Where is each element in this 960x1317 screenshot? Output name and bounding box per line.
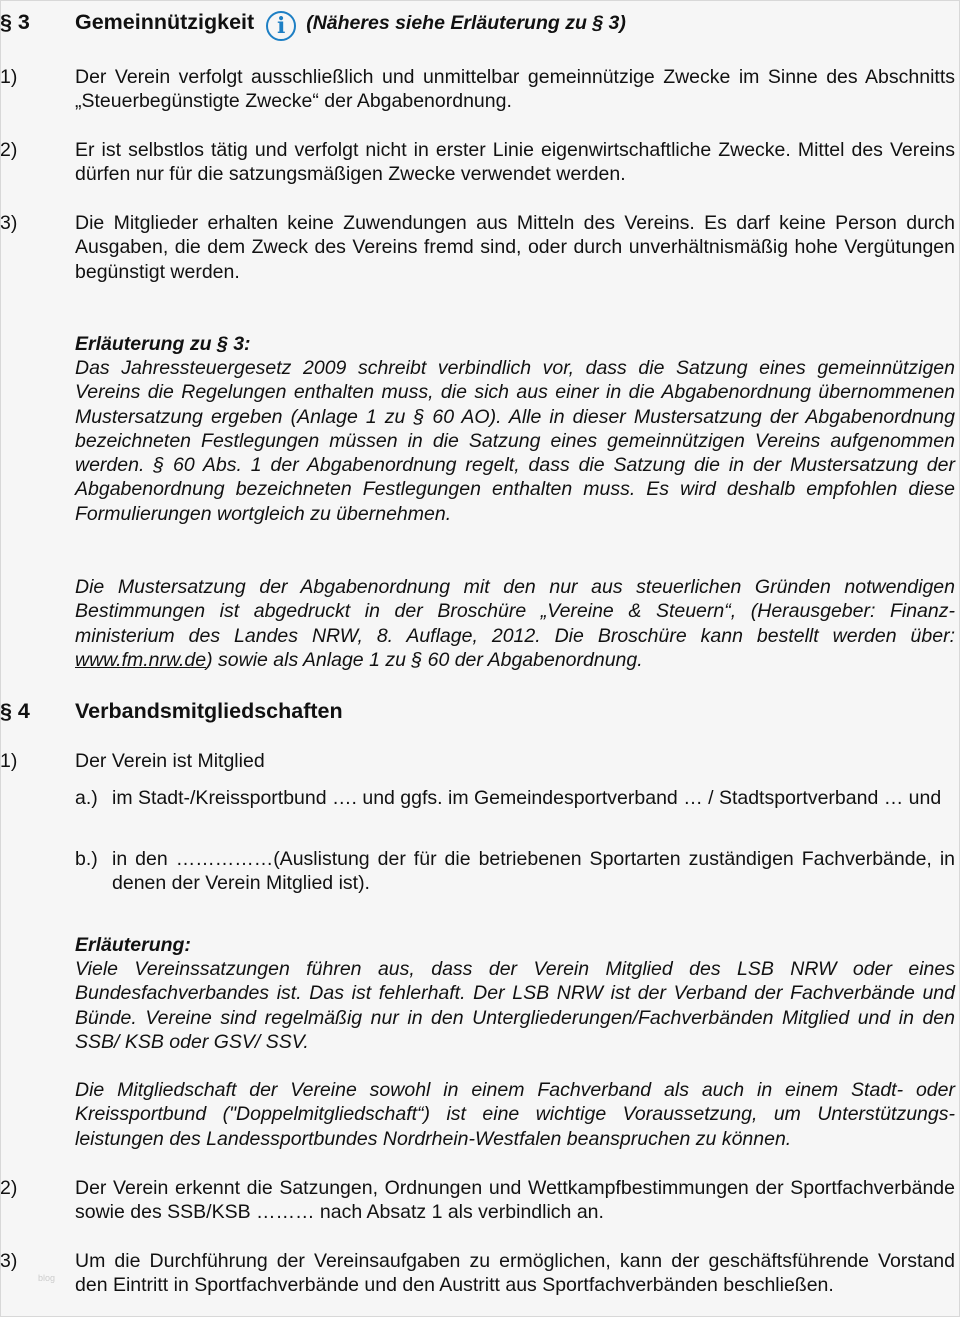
info-icon[interactable]: i: [266, 11, 296, 41]
section-title: Verbandsmitgliedschaften: [75, 699, 343, 723]
explanation-paragraph: Die Mitgliedschaft der Vereine sowohl in einem Fachverband als auch in einem Stadt- oder Kreissportbund ("Doppelmitgliedschaft“) ist eine wichtige Voraussetzung, um Unterstützungs-leistungen des Landessportbundes Nordrhein-Westfalen beanspruchen zu können.: [75, 1079, 955, 1150]
paragraph: Die Mitglieder erhalten keine Zuwendungen aus Mitteln des Vereins. Es darf keine Person durch Ausgaben, die dem Zweck des Vereins fremd sind, oder durch unverhältnismäßig hohe Vergütungen begünstigt werden.: [75, 212, 955, 283]
explanation-text: ) sowie als Anlage 1 zu § 60 der Abgabenordnung.: [206, 648, 643, 671]
explanation-paragraph: Viele Vereinssatzungen führen aus, dass der Verein Mitglied des LSB NRW oder eines Bundesfachverbandes ist. Das ist fehlerhaft. Der LSB NRW ist der Verband der Fachverbände und Bünde. Vereine sind regelmäßig nur in den Untergliederungen/Fachverbänden Mitglied und in den SSB/ KSB oder GSV/ SSV.: [75, 958, 955, 1053]
section-heading: [75, 10, 626, 41]
link[interactable]: www.fm.nrw.de: [75, 648, 207, 671]
item-number: 3): [0, 1250, 18, 1272]
paragraph: Der Verein ist Mitglied: [75, 750, 265, 772]
paragraph: Der Verein verfolgt ausschließlich und unmittelbar gemeinnützige Zwecke im Sinne des Abschnitts „Steuerbegünstigte Zwecke“ der Abgabenordnung.: [75, 66, 955, 113]
item-number: 1): [0, 750, 18, 772]
sub-label: a.): [75, 787, 98, 809]
item-number: 3): [0, 212, 18, 234]
section-note: (Näheres siehe Erläuterung zu § 3): [306, 12, 626, 34]
section-number: § 4: [0, 699, 30, 723]
sub-paragraph: in den ……………(Auslistung der für die betriebenen Sportarten zuständigen Fachverbände, in denen der Verein Mitglied ist).: [112, 848, 955, 895]
explanation-title: Erläuterung:: [75, 934, 191, 956]
sub-label: b.): [75, 848, 98, 870]
explanation-paragraph: Das Jahressteuergesetz 2009 schreibt verbindlich vor, dass die Satzung eines gemeinnützigen Vereins die Regelungen enthalten muss, die sich aus einer in die Abgabenordnung übernommenen Mustersatzung ergeben (Anlage 1 zu § 60 AO). Alle in dieser Mustersatzung der Abgabenordnung bezeichneten Festlegungen müssen in die Satzung eines gemeinnützigen Vereins aufgenommen werden. § 60 Abs. 1 der Abgabenordnung regelt, dass die Satzung die in der Mustersatzung der Abgabenordnung bezeichneten Festlegungen enthalten muss. Es wird deshalb empfohlen diese Formulierungen wortgleich zu übernehmen.: [75, 357, 955, 525]
explanation-paragraph: [75, 575, 955, 672]
explanation-text: Die Mustersatzung der Abgabenordnung mit den nur aus steuerlichen Gründen notwendigen Bestimmungen ist abgedruckt in der Broschüre „Vereine & Steuern“, (Herausgeber: Finanz-ministerium des Landes NRW, 8. Auflage, 2012. Die Broschüre kann bestellt werden über:: [75, 576, 955, 647]
explanation-title: Erläuterung zu § 3:: [75, 333, 251, 355]
sub-paragraph: im Stadt-/Kreissportbund …. und ggfs. im Gemeindesportverband … / Stadtsportverband … und: [112, 787, 942, 809]
paragraph: Der Verein erkennt die Satzungen, Ordnungen und Wettkampfbestimmungen der Sportfachverbände sowie des SSB/KSB ……… nach Absatz 1 als verbindlich an.: [75, 1177, 955, 1224]
section-number: § 3: [0, 10, 30, 34]
paragraph: Er ist selbstlos tätig und verfolgt nicht in erster Linie eigenwirtschaftliche Zwecke. Mittel des Vereins dürfen nur für die satzungsmäßigen Zwecke verwendet werden.: [75, 139, 955, 186]
section-title: Gemeinnützigkeit: [75, 10, 255, 34]
item-number: 1): [0, 66, 18, 88]
watermark: blog: [38, 1273, 56, 1283]
item-number: 2): [0, 139, 18, 161]
paragraph: Um die Durchführung der Vereinsaufgaben zu ermöglichen, kann der geschäftsführende Vorstand den Eintritt in Sportfachverbände und den Austritt aus Sportfachverbänden beschließen.: [75, 1250, 955, 1297]
item-number: 2): [0, 1177, 18, 1199]
